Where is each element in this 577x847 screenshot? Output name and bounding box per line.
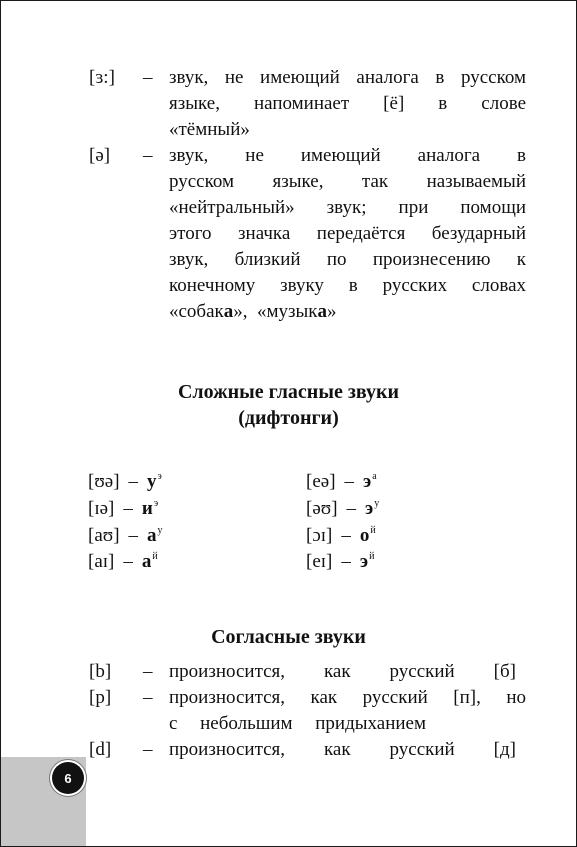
phonetic-symbol: [ʊə]: [88, 471, 120, 492]
superscript-letter: э: [153, 498, 159, 509]
dash: –: [346, 498, 357, 519]
superscript-letter: э: [157, 471, 162, 482]
phonetic-symbol: [ɪə]: [88, 498, 115, 519]
desc-line: с небольшим придыханием: [169, 713, 426, 734]
desc-line: «тёмный»: [169, 119, 250, 140]
desc-line: языке, напоминает [ё] в слове: [169, 93, 526, 114]
diphthong-item: [88, 544, 158, 575]
example-word-part: »,: [233, 301, 248, 322]
phonetic-symbol: [aɪ]: [88, 551, 115, 572]
russian-letter: у: [147, 471, 157, 492]
desc-line: произносится, как русский [п], но: [169, 687, 526, 708]
desc-line: произносится, как русский [д]: [169, 739, 516, 760]
superscript-letter: у: [374, 498, 380, 509]
dash: –: [128, 471, 139, 492]
phonetic-symbol: [ə]: [89, 145, 111, 166]
desc-line: звук, близкий по произнесению к: [169, 249, 526, 270]
phonetic-symbol: [aʊ]: [88, 525, 120, 546]
page-number: 6: [52, 762, 84, 794]
superscript-letter: у: [157, 525, 163, 536]
phonetic-symbol: [ɔɪ]: [306, 525, 333, 546]
russian-letter: о: [359, 525, 370, 546]
dash: –: [143, 67, 153, 88]
phonetic-symbol: [ɜ:]: [89, 67, 115, 88]
desc-line: этого значка передаётся безударный: [169, 223, 526, 244]
desc-line: конечному звуку в русских словах: [169, 275, 526, 296]
phonetic-symbol: [eə]: [306, 471, 336, 492]
desc-line: звук, не имеющий аналога в русском: [169, 67, 526, 88]
dash: –: [341, 525, 351, 546]
dash: –: [143, 687, 153, 708]
dash: –: [341, 551, 351, 572]
diphthong-item: [306, 544, 374, 575]
diphthongs-subheading: (дифтонги): [238, 407, 339, 429]
phonetic-symbol: [eɪ]: [306, 551, 333, 572]
superscript-letter: а: [372, 471, 377, 482]
phonetic-symbol: [d]: [89, 739, 112, 760]
description: [169, 65, 526, 143]
superscript-letter: й: [370, 525, 376, 536]
dash: –: [143, 145, 153, 166]
diphthongs-heading: Сложные гласные звуки: [177, 381, 400, 403]
consonant-entry-p: [89, 685, 526, 737]
example-word-part: »: [327, 301, 337, 322]
example-stressed-letter: а: [317, 301, 328, 322]
russian-letter: а: [147, 525, 157, 546]
russian-letter: э: [365, 498, 374, 519]
dash: –: [123, 551, 133, 572]
consonant-entry-b: [89, 659, 526, 685]
desc-line: звук, не имеющий аналога в: [169, 145, 526, 166]
description: [169, 143, 526, 325]
description: [169, 685, 526, 737]
phonetic-symbol: [p]: [89, 687, 112, 708]
description: [169, 737, 526, 763]
consonant-entry-d: [89, 737, 526, 763]
dash: –: [123, 498, 133, 519]
russian-letter: э: [359, 551, 369, 572]
example-stressed-letter: а: [223, 301, 234, 322]
consonants-heading: Согласные звуки: [211, 626, 366, 648]
phonetic-symbol: [əʊ]: [306, 498, 338, 519]
desc-line: произносится, как русский [б]: [169, 661, 516, 682]
russian-letter: а: [141, 551, 152, 572]
desc-line: русском языке, так называемый: [169, 171, 526, 192]
dash: –: [143, 661, 153, 682]
russian-letter: и: [141, 498, 153, 519]
russian-letter: э: [363, 471, 372, 492]
description: [169, 659, 526, 685]
dash: –: [344, 471, 355, 492]
example-words-line: [169, 299, 526, 325]
vowel-entry-er: [89, 65, 526, 143]
vowel-entry-schwa: [89, 143, 526, 325]
dash: –: [128, 525, 139, 546]
example-word-part: «музык: [257, 301, 318, 322]
superscript-letter: й: [369, 551, 375, 562]
phonetic-symbol: [b]: [89, 661, 112, 682]
example-word-part: «собак: [169, 301, 224, 322]
desc-line: «нейтральный» звук; при помощи: [169, 197, 526, 218]
superscript-letter: й: [152, 551, 158, 562]
dash: –: [143, 739, 153, 760]
